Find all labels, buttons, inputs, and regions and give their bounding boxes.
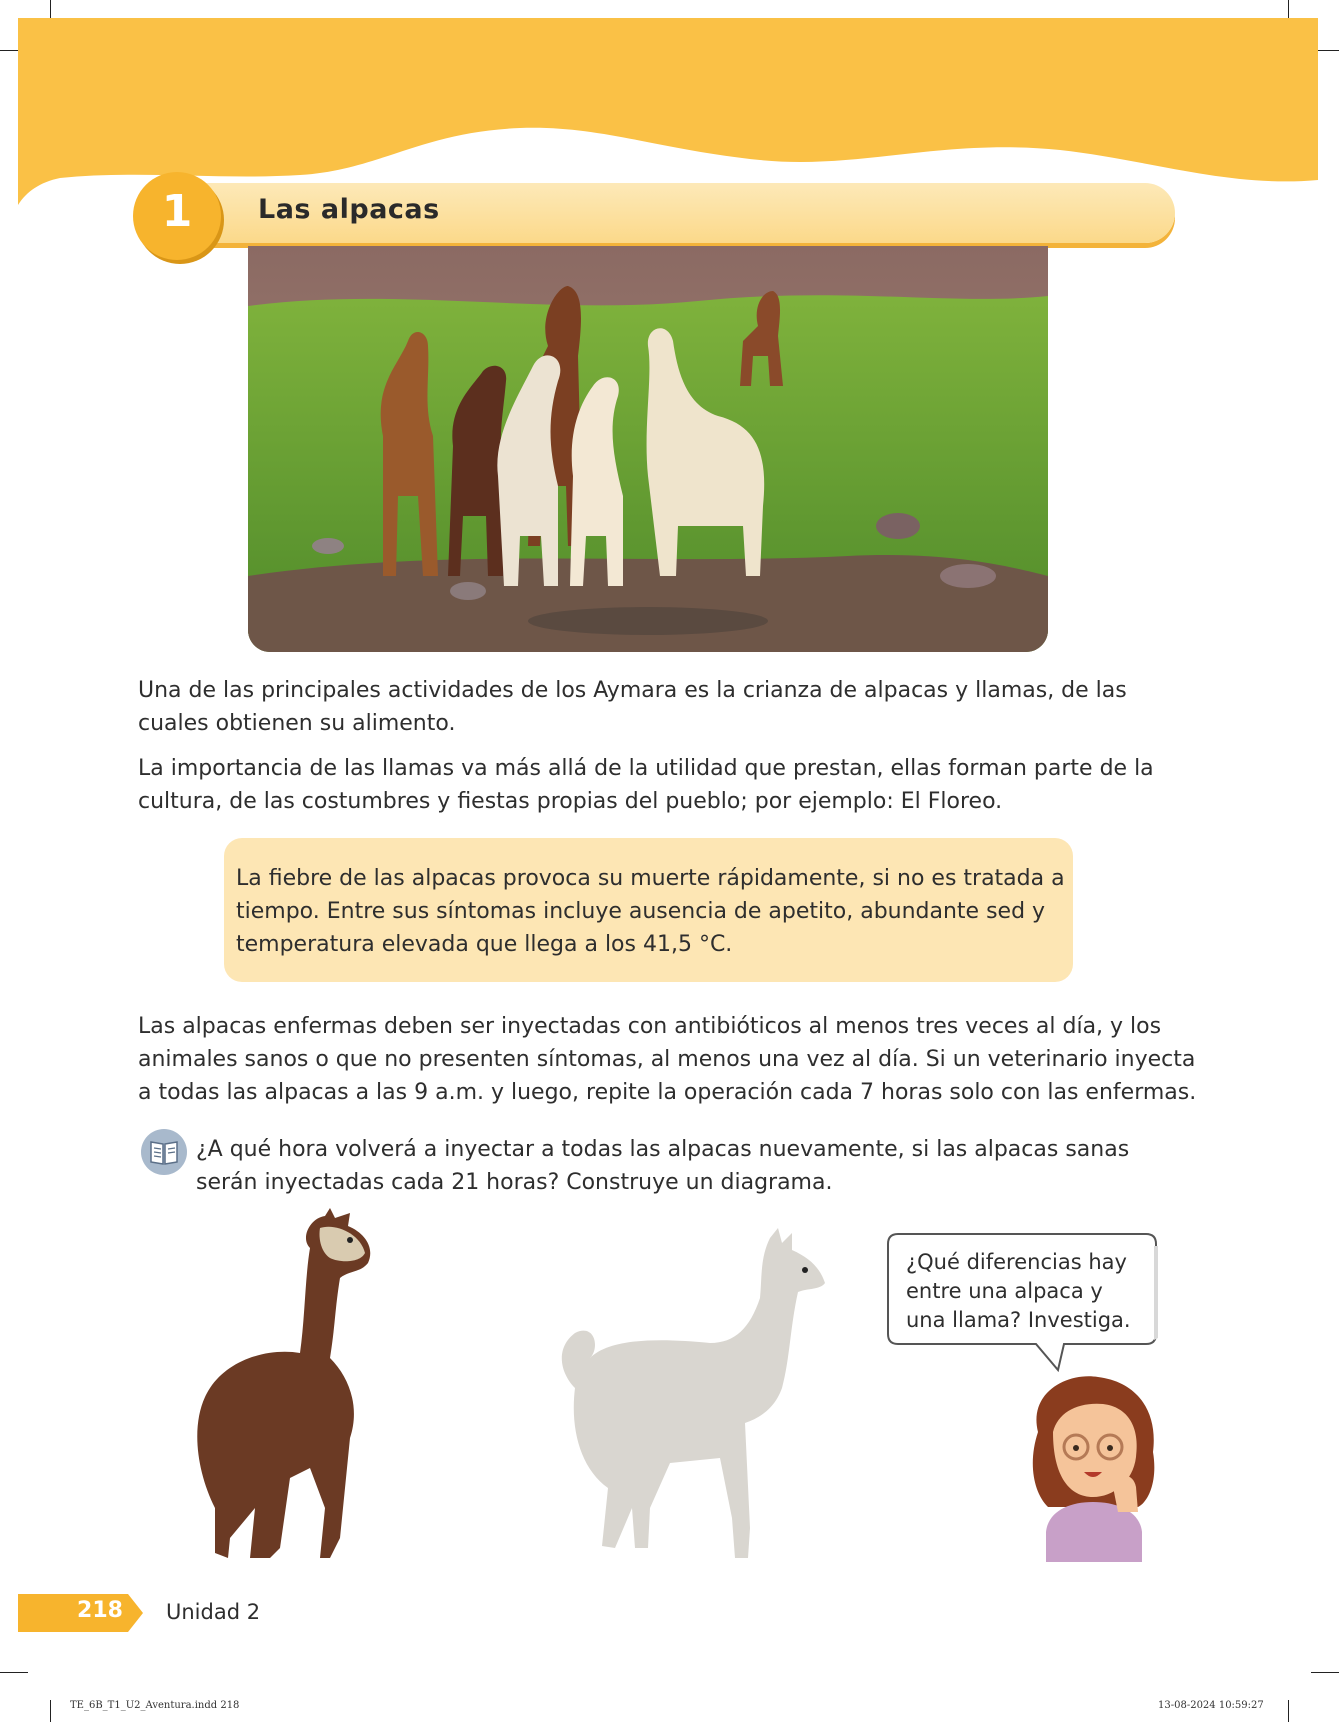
info-box-text: La fiebre de las alpacas provoca su muerte rápidamente, si no es tratada a tiempo. Entre sus síntomas incluye ausencia de apetito, abundante sed y temperatura elevada que llega a los 41,5 °C. [236,866,1065,957]
crop-mark [50,1700,51,1722]
herd-of-alpacas-photo [248,246,1048,652]
speech-bubble-text: ¿Qué diferencias hay entre una alpaca y una llama? Investiga. [906,1250,1131,1332]
brown-alpaca-image [190,1208,440,1568]
crop-mark [0,1672,28,1673]
section-number: 1 [161,186,193,237]
print-file-name: TE_6B_T1_U2_Aventura.indd 218 [70,1700,240,1711]
section-title: Las alpacas [258,194,440,225]
crop-mark [1288,1700,1289,1722]
problem-paragraph: Las alpacas enfermas deben ser inyectadas con antibióticos al menos tres veces al día, y los animales sanos o que no presenten síntomas, al menos una vez al día. Si un veterinario inyecta a todas las alpacas a las 9 a.m. y luego, repite la operación cada 7 horas solo con las enfermas. [138,1014,1197,1105]
question-text: ¿A qué hora volverá a inyectar a todas las alpacas nuevamente, si las alpacas sanas serán inyectadas cada 21 horas? Construye un diagrama. [196,1137,1130,1195]
crop-mark [1311,1672,1339,1673]
page-number: 218 [77,1598,123,1623]
notebook-icon [140,1128,188,1176]
print-timestamp: 13-08-2024 10:59:27 [1158,1700,1264,1711]
importance-paragraph: La importancia de las llamas va más allá de la utilidad que prestan, ellas forman parte de la cultura, de las costumbres y fiestas propias del pueblo; por ejemplo: El Floreo. [138,756,1154,814]
intro-paragraph: Una de las principales actividades de los Aymara es la crianza de alpacas y llamas, de las cuales obtienen su alimento. [138,678,1127,736]
girl-character-image [1018,1372,1168,1562]
unit-label: Unidad 2 [166,1600,261,1624]
herd-photo-illustration [248,246,1048,652]
white-llama-image [520,1228,840,1568]
